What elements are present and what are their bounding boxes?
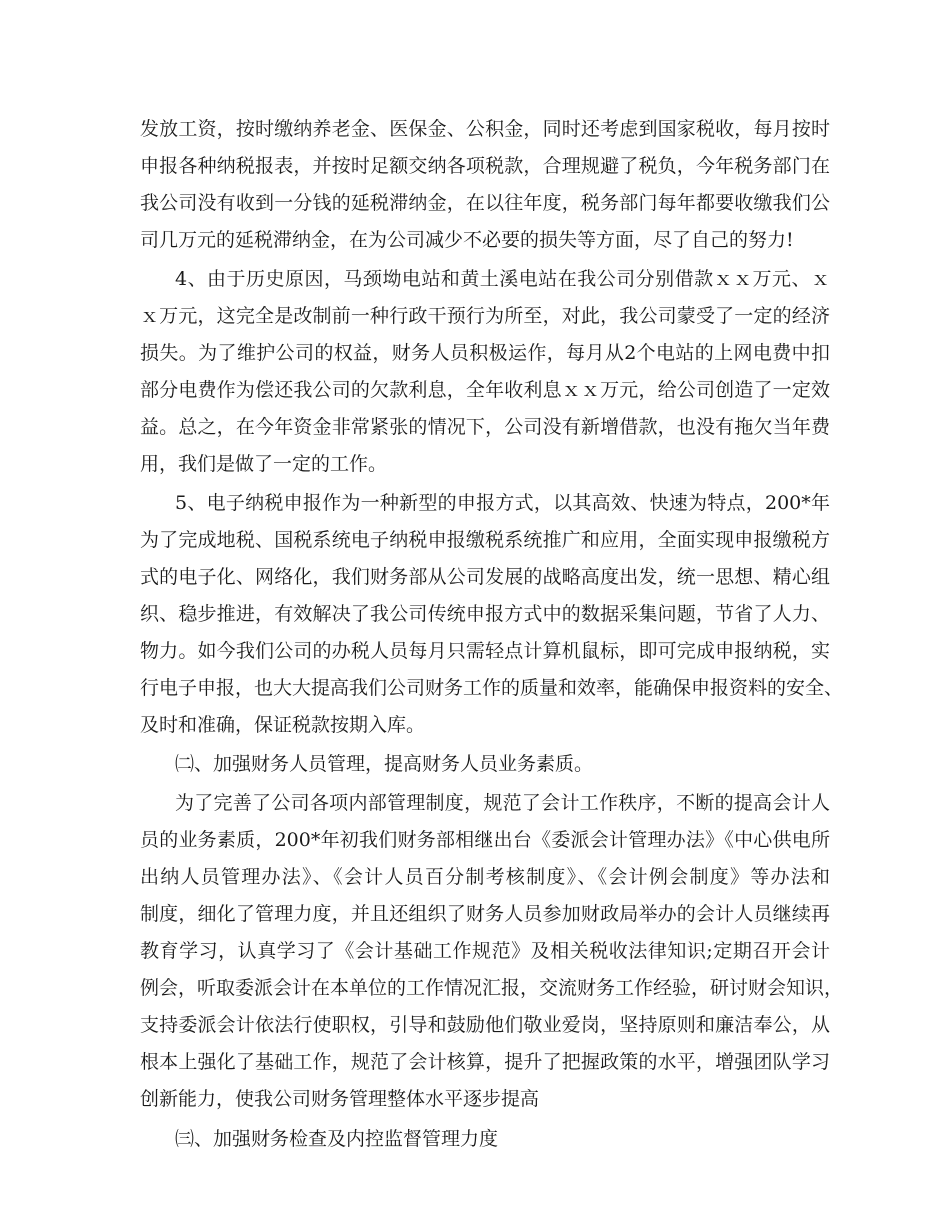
text-line: 发放工资，按时缴纳养老金、医保金、公积金，同时还考虑到国家税收，每月按时 bbox=[140, 118, 830, 140]
text-line: 物力。如今我们公司的办税人员每月只需轻点计算机鼠标，即可完成申报纳税，实 bbox=[140, 640, 830, 662]
text-line: 员的业务素质，200*年初我们财务部相继出台《委派会计管理办法》《中心供电所 bbox=[140, 829, 830, 851]
text-line: 制度，细化了管理力度，并且还组织了财务人员参加财政局举办的会计人员继续再 bbox=[140, 903, 830, 925]
text-line: 用，我们是做了一定的工作。 bbox=[140, 453, 388, 475]
text-line: 部分电费作为偿还我公司的欠款利息，全年收利息ｘｘ万元，给公司创造了一定效 bbox=[140, 379, 830, 401]
paragraph-start: 5、电子纳税申报作为一种新型的申报方式，以其高效、快速为特点，200*年 bbox=[175, 492, 830, 514]
text-line: 教育学习，认真学习了《会计基础工作规范》及相关税收法律知识;定期召开会计 bbox=[140, 940, 830, 962]
text-line: 根本上强化了基础工作，规范了会计核算，提升了把握政策的水平，增强团队学习 bbox=[140, 1051, 830, 1073]
text-line: ｘ万元，这完全是改制前一种行政干预行为所至，对此，我公司蒙受了一定的经济 bbox=[140, 305, 830, 327]
text-line: 益。总之，在今年资金非常紧张的情况下，公司没有新增借款，也没有拖欠当年费 bbox=[140, 416, 830, 438]
text-line: 创新能力，使我公司财务管理整体水平逐步提高 bbox=[140, 1088, 540, 1110]
text-line: 式的电子化、网络化，我们财务部从公司发展的战略高度出发，统一思想、精心组 bbox=[140, 566, 830, 588]
text-line: 及时和准确，保证税款按期入库。 bbox=[140, 714, 426, 736]
text-line: 为了完成地税、国税系统电子纳税申报缴税系统推广和应用，全面实现申报缴税方 bbox=[140, 529, 830, 551]
text-line: 我公司没有收到一分钱的延税滞纳金，在以往年度，税务部门每年都要收缴我们公 bbox=[140, 192, 830, 214]
text-line: 出纳人员管理办法》、《会计人员百分制考核制度》、《会计例会制度》等办法和 bbox=[140, 866, 830, 888]
text-line: 织、稳步推进，有效解决了我公司传统申报方式中的数据采集问题，节省了人力、 bbox=[140, 603, 830, 625]
text-line: 申报各种纳税报表，并按时足额交纳各项税款，合理规避了税负，今年税务部门在 bbox=[140, 155, 830, 177]
paragraph-start: 4、由于历史原因，马颈坳电站和黄土溪电站在我公司分别借款ｘｘ万元、ｘ bbox=[175, 268, 830, 290]
text-line: 司几万元的延税滞纳金，在为公司减少不必要的损失等方面，尽了自己的努力! bbox=[140, 229, 794, 251]
text-line: 损失。为了维护公司的权益，财务人员积极运作，每月从2个电站的上网电费中扣 bbox=[140, 342, 830, 364]
text-line: 支持委派会计依法行使职权，引导和鼓励他们敬业爱岗，坚持原则和廉洁奉公，从 bbox=[140, 1014, 830, 1036]
paragraph-start: 为了完善了公司各项内部管理制度，规范了会计工作秩序，不断的提高会计人 bbox=[175, 792, 830, 814]
text-line: 例会，听取委派会计在本单位的工作情况汇报，交流财务工作经验，研讨财会知识， bbox=[140, 977, 844, 999]
section-heading: ㈢、加强财务检查及内控监督管理力度 bbox=[175, 1128, 499, 1150]
text-line: 行电子申报，也大大提高我们公司财务工作的质量和效率，能确保申报资料的安全、 bbox=[140, 677, 844, 699]
section-heading: ㈡、加强财务人员管理，提高财务人员业务素质。 bbox=[175, 753, 594, 775]
